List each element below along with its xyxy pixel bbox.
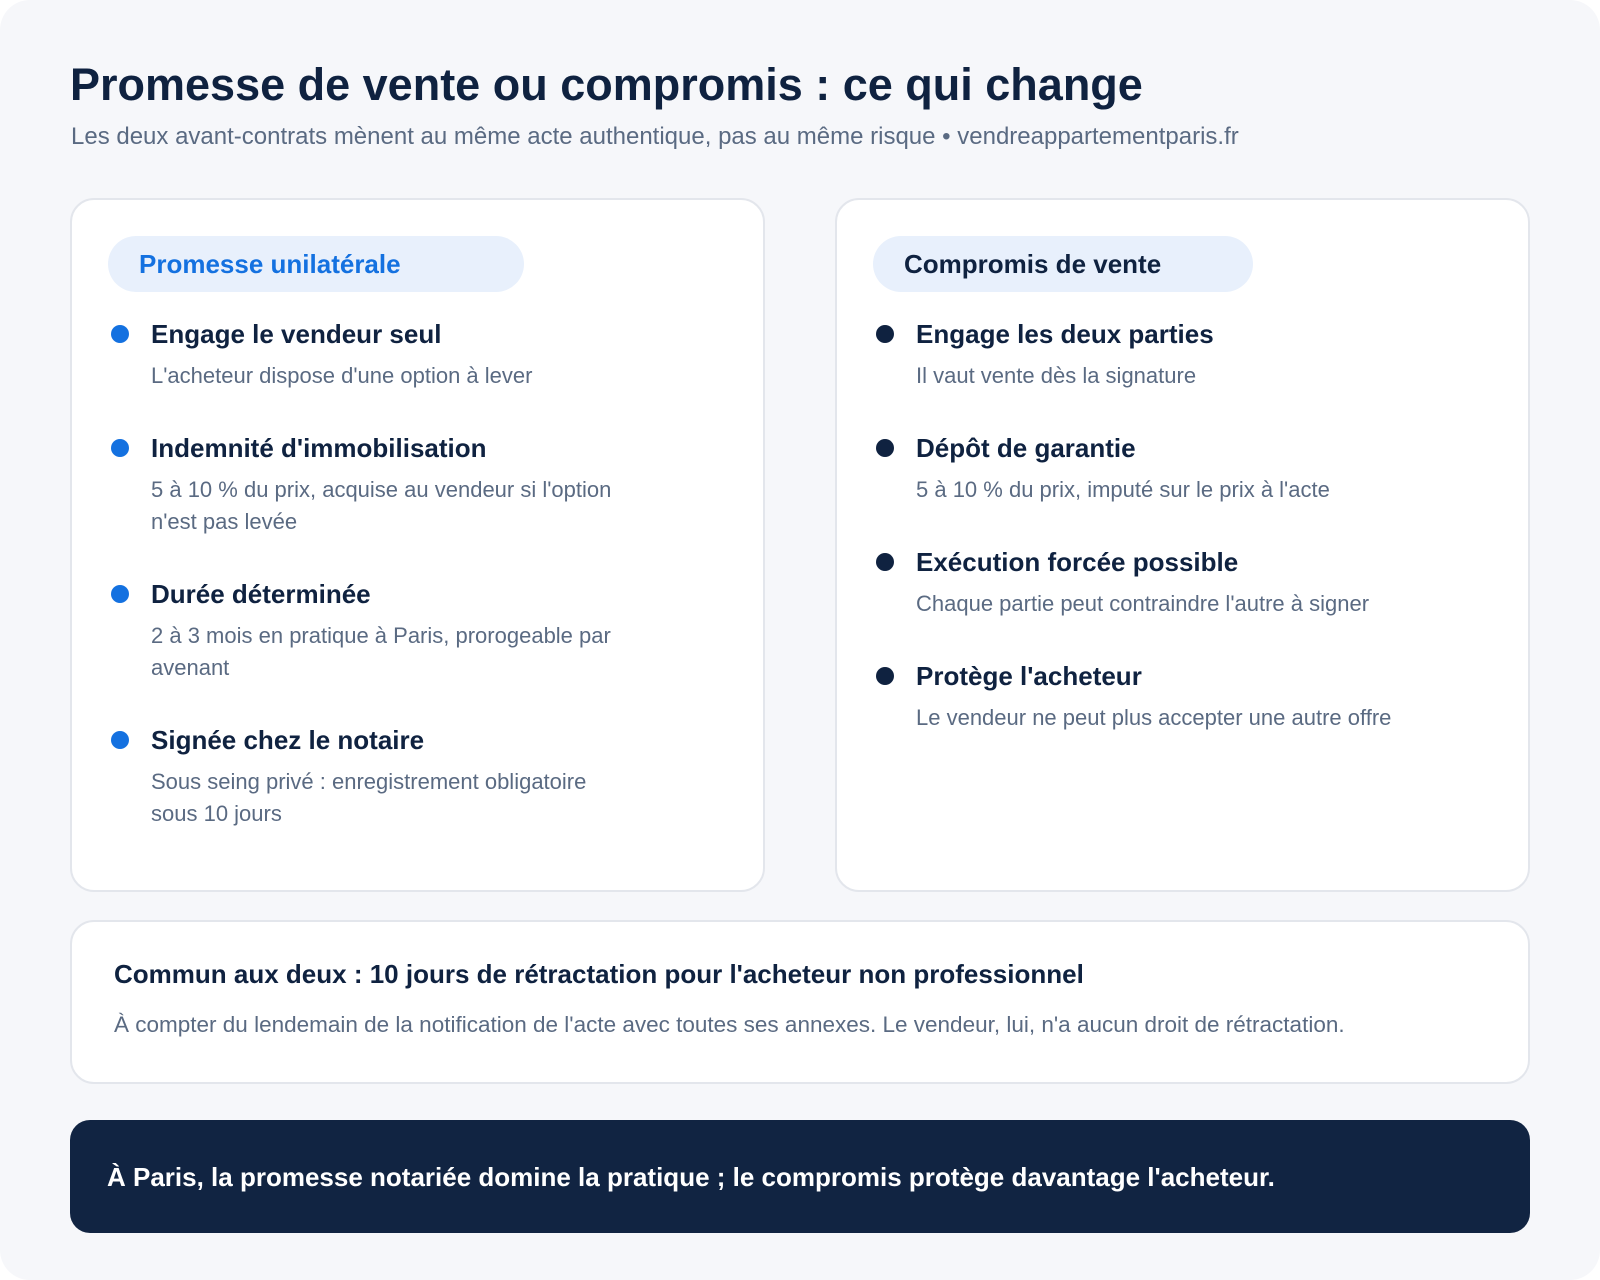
item-description: 5 à 10 % du prix, acquise au vendeur si l'option n'est pas levée	[151, 477, 612, 534]
bullet-dot-icon	[876, 553, 894, 571]
item-description: Chaque partie peut contraindre l'autre à signer	[916, 591, 1370, 616]
item-title: Indemnité d'immobilisation	[151, 433, 487, 463]
item-description: Il vaut vente dès la signature	[916, 363, 1197, 388]
bullet-dot-icon	[876, 667, 894, 685]
item-title: Engage les deux parties	[916, 319, 1214, 349]
item-description: Sous seing privé : enregistrement obligatoire sous 10 jours	[151, 769, 587, 826]
item-description: 5 à 10 % du prix, imputé sur le prix à l'acte	[916, 477, 1330, 502]
item-title: Protège l'acheteur	[916, 661, 1142, 691]
item-description: 2 à 3 mois en pratique à Paris, prorogeable par avenant	[151, 623, 611, 680]
common-title: Commun aux deux : 10 jours de rétractation pour l'acheteur non professionnel	[114, 959, 1084, 989]
item-description: L'acheteur dispose d'une option à lever	[151, 363, 533, 388]
bullet-dot-icon	[111, 585, 129, 603]
bullet-dot-icon	[111, 325, 129, 343]
bullet-dot-icon	[111, 731, 129, 749]
conclusion-banner	[70, 1120, 1530, 1233]
promesse-card	[70, 198, 765, 892]
item-description: Le vendeur ne peut plus accepter une autre offre	[916, 705, 1392, 730]
conclusion-text: À Paris, la promesse notariée domine la pratique ; le compromis protège davantage l'acheteur.	[107, 1162, 1275, 1192]
compromis-card	[835, 198, 1530, 892]
item-title: Dépôt de garantie	[916, 433, 1136, 463]
common-rules-card	[70, 920, 1530, 1084]
page-subtitle: Les deux avant-contrats mènent au même acte authentique, pas au même risque • vendreappartementparis.fr	[71, 123, 1239, 150]
common-description: À compter du lendemain de la notification de l'acte avec toutes ses annexes. Le vendeur, lui, n'a aucun droit de rétractation.	[114, 1012, 1345, 1037]
item-title: Signée chez le notaire	[151, 725, 425, 755]
item-title: Durée déterminée	[151, 579, 371, 609]
page-title: Promesse de vente ou compromis : ce qui change	[70, 59, 1143, 110]
item-title: Engage le vendeur seul	[151, 319, 442, 349]
bullet-dot-icon	[876, 325, 894, 343]
promesse-label: Promesse unilatérale	[108, 236, 524, 292]
compromis-label: Compromis de vente	[873, 236, 1253, 292]
bullet-dot-icon	[876, 439, 894, 457]
item-title: Exécution forcée possible	[916, 547, 1239, 577]
bullet-dot-icon	[111, 439, 129, 457]
